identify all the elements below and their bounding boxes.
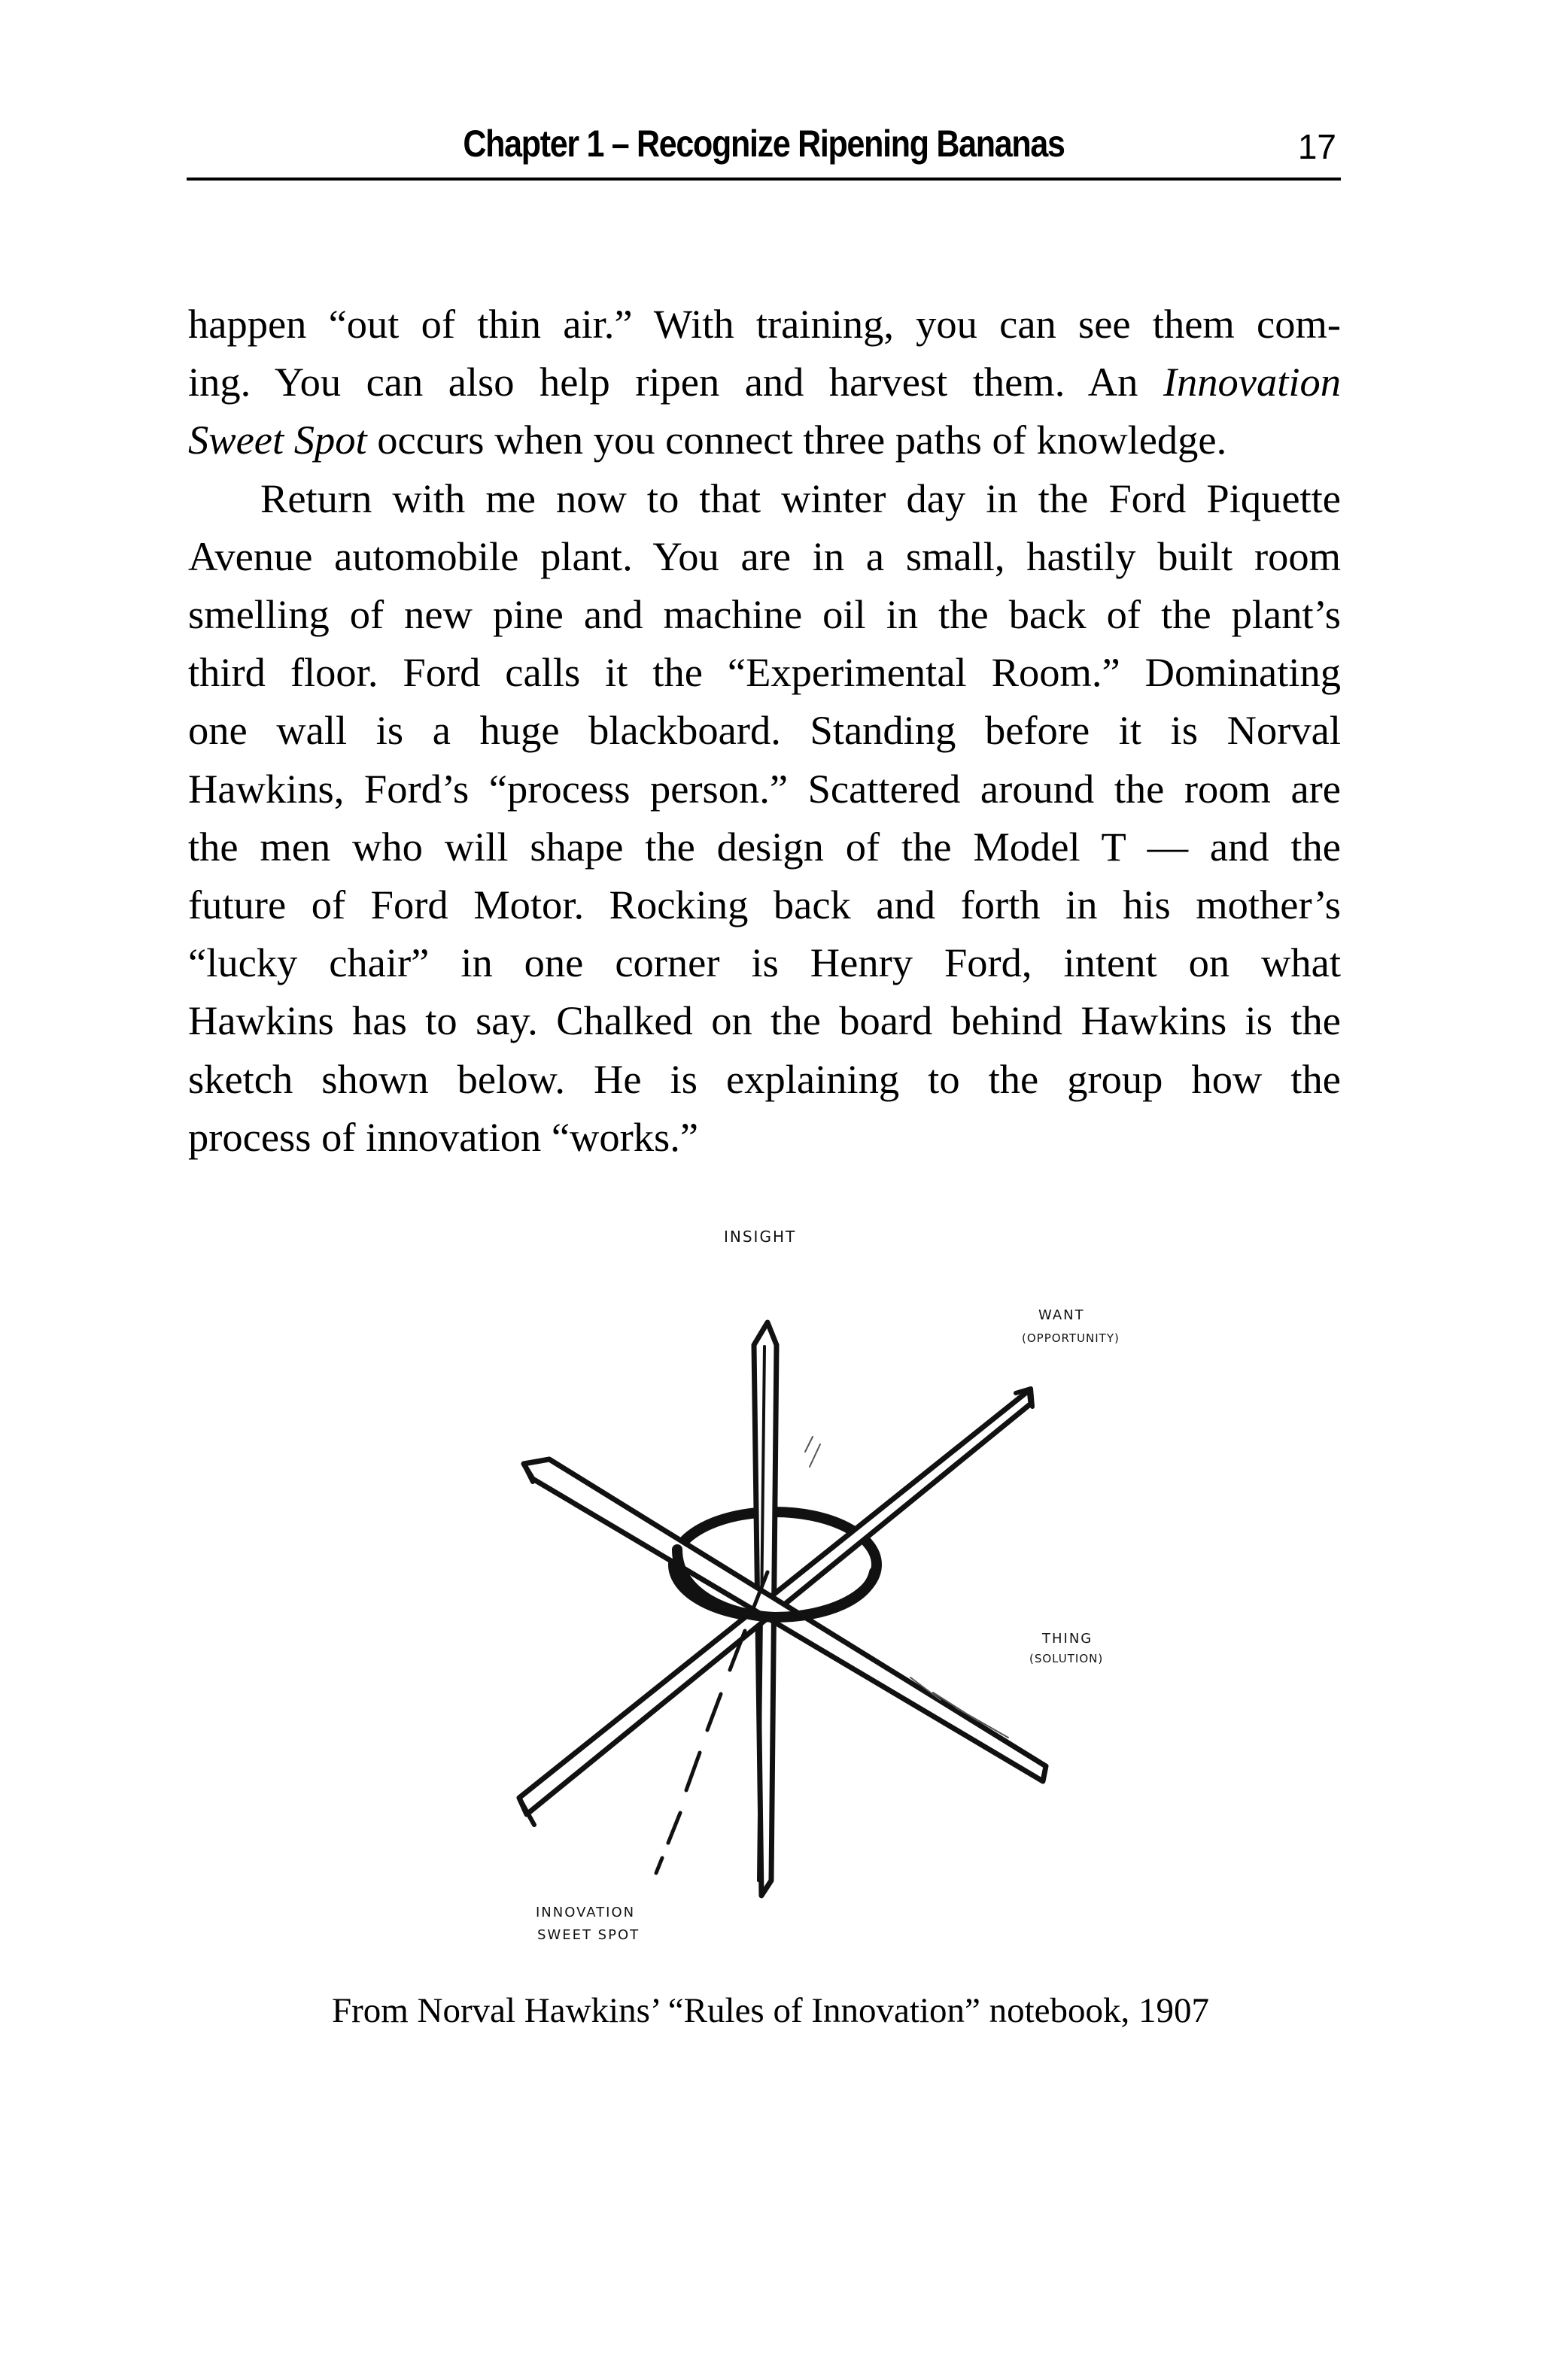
text-line: process of innovation “works.” xyxy=(188,1113,699,1160)
innovation-sketch-figure xyxy=(489,1219,1120,1956)
text-run: ing. You can also help ripen and harvest them. An xyxy=(188,359,1163,405)
body-text xyxy=(188,295,1341,1166)
text-line: one wall is a huge blackboard. Standing before it is Norval xyxy=(188,707,1341,754)
innovation-sketch xyxy=(489,1219,1076,1956)
italic-term: Innovation xyxy=(1163,359,1341,405)
text-line: third floor. Ford calls it the “Experimental Room.” Dominating xyxy=(188,649,1341,696)
text-line: sketch shown below. He is explaining to the group how the xyxy=(188,1055,1341,1102)
italic-term: Sweet Spot xyxy=(188,417,367,463)
text-line xyxy=(188,411,1341,469)
text-line: Avenue automobile plant. You are in a small, hastily built room xyxy=(188,533,1341,579)
running-header xyxy=(187,113,1341,181)
thing-label: THING xyxy=(1042,1631,1093,1647)
want-sub-label: (OPPORTUNITY) xyxy=(1022,1331,1120,1345)
chapter-title: Chapter 1 – Recognize Ripening Bananas xyxy=(463,123,1065,165)
text-line: happen “out of thin air.” With training, you can see them com- xyxy=(188,301,1341,347)
text-line: Return with me now to that winter day in the Ford Piquette xyxy=(260,475,1341,521)
text-line: the men who will shape the design of the Model T — and the xyxy=(188,823,1341,870)
text-line xyxy=(188,353,1341,411)
insight-label: INSIGHT xyxy=(724,1228,797,1246)
text-line: “lucky chair” in one corner is Henry Ford, intent on what xyxy=(188,940,1341,986)
text-line: smelling of new pine and machine oil in the back of the plant’s xyxy=(188,591,1341,638)
want-label: WANT xyxy=(1038,1307,1085,1323)
innovation-label: INNOVATION xyxy=(536,1905,636,1920)
paragraph-2 xyxy=(188,469,1341,1166)
thing-sub-label: (SOLUTION) xyxy=(1029,1652,1104,1665)
text-run: occurs when you connect three paths of knowledge. xyxy=(366,417,1227,463)
paragraph-1 xyxy=(188,295,1341,469)
text-line: Hawkins has to say. Chalked on the board behind Hawkins is the xyxy=(188,997,1341,1044)
figure-caption: From Norval Hawkins’ “Rules of Innovation” notebook, 1907 xyxy=(331,1991,1210,2030)
text-line: Hawkins, Ford’s “process person.” Scattered around the room are xyxy=(188,765,1341,812)
text-line: future of Ford Motor. Rocking back and forth in his mother’s xyxy=(188,882,1341,928)
sweet-spot-label: SWEET SPOT xyxy=(537,1927,640,1943)
page-number: 17 xyxy=(1297,127,1336,166)
